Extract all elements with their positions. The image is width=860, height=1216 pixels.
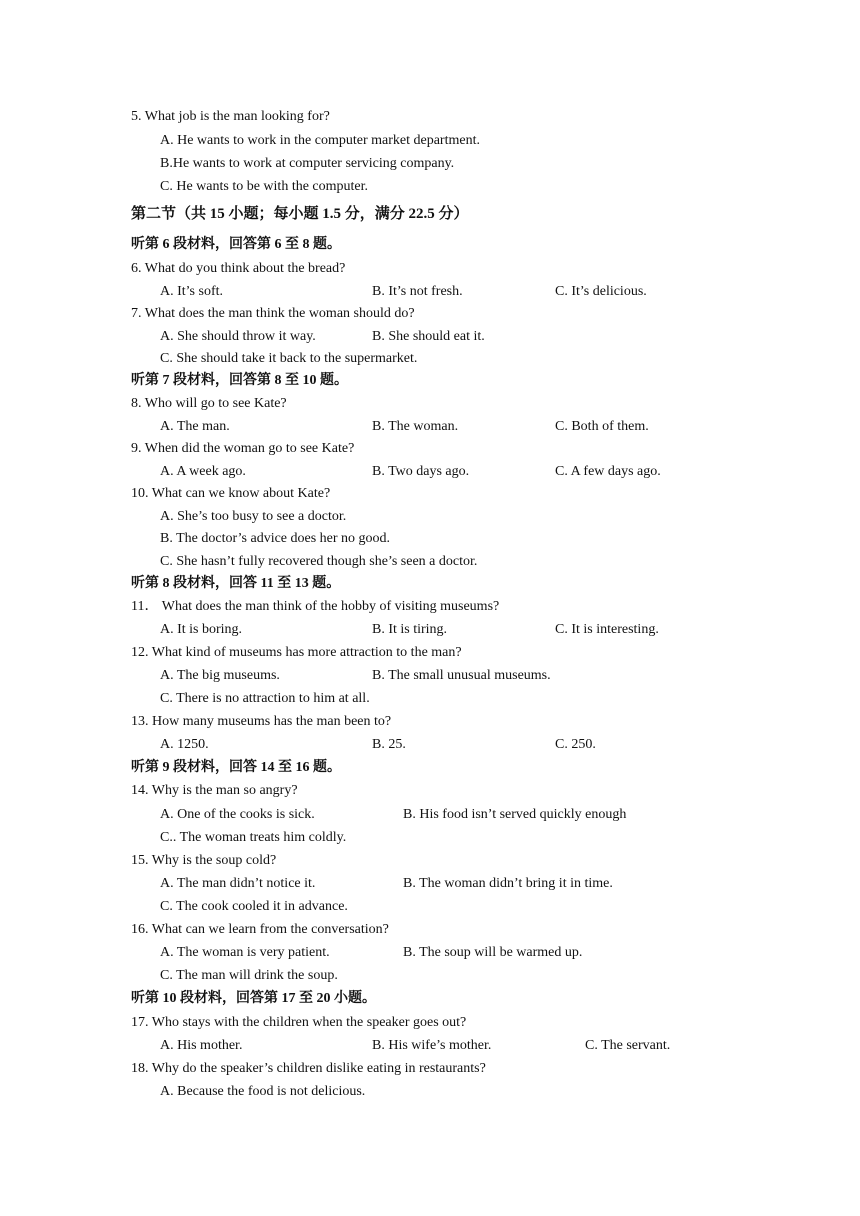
q12-option-a: A. The big museums. (160, 668, 280, 683)
q18-option-a: A. Because the food is not delicious. (160, 1084, 366, 1099)
q11-option-a: A. It is boring. (160, 622, 243, 637)
q7-option-c: C. She should take it back to the supermarket. (160, 351, 418, 366)
q11-option-b: B. It is tiring. (372, 622, 448, 637)
q9-option-a: A. A week ago. (160, 464, 246, 479)
q18-question: 18. Why do the speaker’s children dislike eating in restaurants? (131, 1061, 486, 1076)
q17-option-b: B. His wife’s mother. (372, 1038, 492, 1053)
q14-option-a: A. One of the cooks is sick. (160, 807, 315, 822)
q10-option-c: C. She hasn’t fully recovered though she’s seen a doctor. (160, 554, 478, 569)
q8-question: 8. Who will go to see Kate? (131, 396, 287, 411)
q12-option-b: B. The small unusual museums. (372, 668, 551, 683)
passage-10-instruction: 听第 10 段材料，回答第 17 至 20 小题。 (131, 991, 376, 1006)
q15-option-b: B. The woman didn’t bring it in time. (403, 876, 613, 891)
q6-question: 6. What do you think about the bread? (131, 261, 346, 276)
q5-option-b: B.He wants to work at computer servicing company. (160, 156, 455, 171)
q13-option-a: A. 1250. (160, 737, 209, 752)
q6-option-c: C. It’s delicious. (555, 284, 647, 299)
q5-option-a: A. He wants to work in the computer market department. (160, 133, 480, 148)
q8-option-b: B. The woman. (372, 419, 459, 434)
q11-option-c: C. It is interesting. (555, 622, 659, 637)
q8-option-c: C. Both of them. (555, 419, 649, 434)
q16-option-a: A. The woman is very patient. (160, 945, 330, 960)
q8-option-a: A. The man. (160, 419, 230, 434)
q9-option-c: C. A few days ago. (555, 464, 661, 479)
q10-question: 10. What can we know about Kate? (131, 486, 331, 501)
q5-question: 5. What job is the man looking for? (131, 109, 330, 124)
q13-option-b: B. 25. (372, 737, 406, 752)
q17-question: 17. Who stays with the children when the speaker goes out? (131, 1015, 467, 1030)
q17-option-c: C. The servant. (585, 1038, 671, 1053)
q15-option-c: C. The cook cooled it in advance. (160, 899, 348, 914)
passage-7-instruction: 听第 7 段材料，回答第 8 至 10 题。 (131, 373, 348, 388)
q10-option-b: B. The doctor’s advice does her no good. (160, 531, 391, 546)
q7-option-b: B. She should eat it. (372, 329, 485, 344)
q5-option-c: C. He wants to be with the computer. (160, 179, 369, 194)
section-heading: 第二节（共 15 小题；每小题 1.5 分，满分 22.5 分） (131, 206, 469, 222)
q13-question: 13. How many museums has the man been to? (131, 714, 392, 729)
q16-question: 16. What can we learn from the conversation? (131, 922, 389, 937)
q14-option-c: C.. The woman treats him coldly. (160, 830, 347, 845)
q15-option-a: A. The man didn’t notice it. (160, 876, 316, 891)
q14-option-b: B. His food isn’t served quickly enough (403, 807, 627, 822)
q10-option-a: A. She’s too busy to see a doctor. (160, 509, 347, 524)
passage-9-instruction: 听第 9 段材料，回答 14 至 16 题。 (131, 760, 341, 775)
q17-option-a: A. His mother. (160, 1038, 243, 1053)
q13-option-c: C. 250. (555, 737, 596, 752)
q12-question: 12. What kind of museums has more attraction to the man? (131, 645, 462, 660)
passage-8-instruction: 听第 8 段材料，回答 11 至 13 题。 (131, 576, 341, 591)
q14-question: 14. Why is the man so angry? (131, 783, 298, 798)
q6-option-b: B. It’s not fresh. (372, 284, 463, 299)
q16-option-b: B. The soup will be warmed up. (403, 945, 583, 960)
q6-option-a: A. It’s soft. (160, 284, 223, 299)
q7-option-a: A. She should throw it way. (160, 329, 316, 344)
q15-question: 15. Why is the soup cold? (131, 853, 277, 868)
q16-option-c: C. The man will drink the soup. (160, 968, 338, 983)
q9-question: 9. When did the woman go to see Kate? (131, 441, 355, 456)
q11-question: 11． What does the man think of the hobby of visiting museums? (131, 599, 500, 614)
q9-option-b: B. Two days ago. (372, 464, 470, 479)
q12-option-c: C. There is no attraction to him at all. (160, 691, 370, 706)
q7-question: 7. What does the man think the woman should do? (131, 306, 415, 321)
passage-6-instruction: 听第 6 段材料，回答第 6 至 8 题。 (131, 237, 341, 252)
